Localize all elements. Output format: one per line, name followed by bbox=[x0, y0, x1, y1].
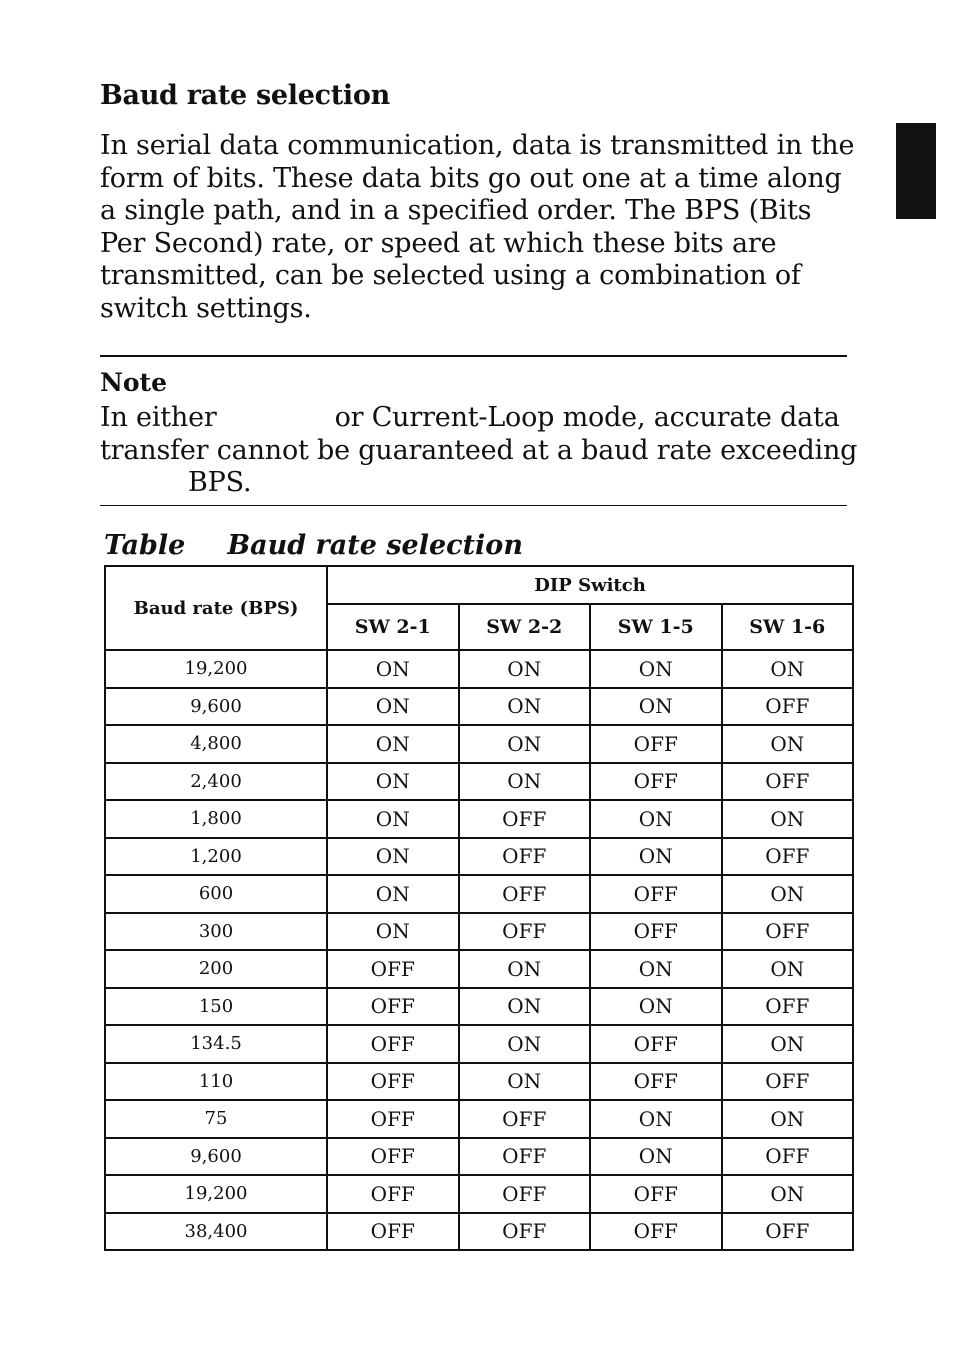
column-header-sw1-6: SW 1-6 bbox=[722, 604, 854, 650]
baud-rate-cell: 300 bbox=[105, 913, 327, 951]
baud-rate-cell: 600 bbox=[105, 875, 327, 913]
sw1-6-cell: OFF bbox=[722, 688, 854, 726]
table-row bbox=[105, 1025, 853, 1063]
sw1-6-cell: ON bbox=[722, 950, 854, 988]
sw1-6-cell: OFF bbox=[722, 763, 854, 801]
sw2-1-cell: ON bbox=[327, 838, 459, 876]
baud-rate-cell: 1,800 bbox=[105, 800, 327, 838]
baud-rate-cell: 38,400 bbox=[105, 1213, 327, 1251]
column-group-header-dip-switch: DIP Switch bbox=[327, 566, 853, 604]
sw1-6-cell: OFF bbox=[722, 1138, 854, 1176]
column-header-sw1-5: SW 1-5 bbox=[590, 604, 722, 650]
baud-rate-cell: 134.5 bbox=[105, 1025, 327, 1063]
sw2-1-cell: OFF bbox=[327, 1213, 459, 1251]
sw1-6-cell: ON bbox=[722, 875, 854, 913]
sw2-2-cell: OFF bbox=[459, 913, 591, 951]
sw1-6-cell: ON bbox=[722, 725, 854, 763]
note-bottom-rule bbox=[100, 505, 847, 506]
sw1-5-cell: OFF bbox=[590, 725, 722, 763]
sw1-5-cell: ON bbox=[590, 1138, 722, 1176]
table-caption-label: Table bbox=[104, 530, 186, 561]
table-row bbox=[105, 1213, 853, 1251]
section-heading: Baud rate selection bbox=[100, 80, 390, 111]
table-row bbox=[105, 913, 853, 951]
column-header-sw2-2: SW 2-2 bbox=[459, 604, 591, 650]
sw1-6-cell: ON bbox=[722, 1025, 854, 1063]
table-caption bbox=[104, 530, 523, 561]
sw2-1-cell: ON bbox=[327, 800, 459, 838]
sw2-1-cell: OFF bbox=[327, 1100, 459, 1138]
sw1-6-cell: ON bbox=[722, 1100, 854, 1138]
baud-rate-cell: 9,600 bbox=[105, 688, 327, 726]
baud-rate-cell: 150 bbox=[105, 988, 327, 1026]
sw2-2-cell: ON bbox=[459, 763, 591, 801]
sw2-1-cell: ON bbox=[327, 875, 459, 913]
baud-rate-cell: 200 bbox=[105, 950, 327, 988]
baud-rate-cell: 19,200 bbox=[105, 650, 327, 688]
sw1-6-cell: ON bbox=[722, 650, 854, 688]
sw2-2-cell: ON bbox=[459, 1063, 591, 1101]
sw1-5-cell: ON bbox=[590, 650, 722, 688]
sw1-6-cell: ON bbox=[722, 1175, 854, 1213]
table-body bbox=[105, 650, 853, 1250]
baud-rate-cell: 75 bbox=[105, 1100, 327, 1138]
table-row bbox=[105, 1063, 853, 1101]
sw2-2-cell: OFF bbox=[459, 1213, 591, 1251]
table-caption-title: Baud rate selection bbox=[227, 530, 523, 561]
sw2-2-cell: OFF bbox=[459, 1100, 591, 1138]
table-row bbox=[105, 1100, 853, 1138]
sw1-5-cell: OFF bbox=[590, 913, 722, 951]
sw2-1-cell: OFF bbox=[327, 1063, 459, 1101]
sw2-1-cell: OFF bbox=[327, 988, 459, 1026]
sw1-6-cell: OFF bbox=[722, 1063, 854, 1101]
sw1-6-cell: OFF bbox=[722, 988, 854, 1026]
note-text-part3: BPS. bbox=[188, 467, 252, 498]
sw2-2-cell: ON bbox=[459, 1025, 591, 1063]
sw1-5-cell: OFF bbox=[590, 1025, 722, 1063]
baud-rate-table-wrapper bbox=[104, 565, 852, 1251]
sw2-2-cell: ON bbox=[459, 950, 591, 988]
table-row bbox=[105, 988, 853, 1026]
sw1-5-cell: ON bbox=[590, 800, 722, 838]
baud-rate-cell: 2,400 bbox=[105, 763, 327, 801]
sw2-1-cell: OFF bbox=[327, 1025, 459, 1063]
sw1-5-cell: ON bbox=[590, 988, 722, 1026]
sw1-5-cell: ON bbox=[590, 838, 722, 876]
sw1-6-cell: OFF bbox=[722, 838, 854, 876]
table-row bbox=[105, 838, 853, 876]
baud-rate-cell: 110 bbox=[105, 1063, 327, 1101]
baud-rate-cell: 4,800 bbox=[105, 725, 327, 763]
sw1-5-cell: ON bbox=[590, 950, 722, 988]
baud-rate-cell: 1,200 bbox=[105, 838, 327, 876]
sw2-2-cell: OFF bbox=[459, 800, 591, 838]
note-text-part2: or Current-Loop mode, accurate data transfer cannot be guaranteed at a baud rate exceeding bbox=[100, 402, 858, 466]
table-row bbox=[105, 725, 853, 763]
table-row bbox=[105, 650, 853, 688]
sw1-6-cell: ON bbox=[722, 800, 854, 838]
column-header-baud-rate: Baud rate (BPS) bbox=[105, 566, 327, 650]
sw2-2-cell: ON bbox=[459, 650, 591, 688]
sw2-2-cell: OFF bbox=[459, 875, 591, 913]
table-row bbox=[105, 800, 853, 838]
baud-rate-cell: 9,600 bbox=[105, 1138, 327, 1176]
intro-paragraph: In serial data communication, data is transmitted in the form of bits. These data bits go out one at a time along a single path, and in a specified order. The BPS (Bits Per Second) rate, or speed at which these bits are transmitted, can be selected using a combination of switch settings. bbox=[100, 130, 855, 324]
sw2-1-cell: OFF bbox=[327, 1175, 459, 1213]
column-header-sw2-1: SW 2-1 bbox=[327, 604, 459, 650]
note-top-rule bbox=[100, 355, 847, 357]
sw2-1-cell: ON bbox=[327, 650, 459, 688]
sw2-1-cell: ON bbox=[327, 725, 459, 763]
section-tab-marker bbox=[896, 123, 936, 219]
sw2-1-cell: ON bbox=[327, 763, 459, 801]
sw1-5-cell: OFF bbox=[590, 1213, 722, 1251]
sw2-1-cell: OFF bbox=[327, 1138, 459, 1176]
table-row bbox=[105, 1138, 853, 1176]
sw2-1-cell: ON bbox=[327, 913, 459, 951]
sw2-1-cell: ON bbox=[327, 688, 459, 726]
baud-rate-table bbox=[104, 565, 854, 1251]
note-text bbox=[100, 402, 860, 500]
sw2-2-cell: ON bbox=[459, 988, 591, 1026]
table-row bbox=[105, 688, 853, 726]
sw2-2-cell: ON bbox=[459, 688, 591, 726]
sw1-6-cell: OFF bbox=[722, 913, 854, 951]
sw2-2-cell: OFF bbox=[459, 1175, 591, 1213]
sw1-5-cell: OFF bbox=[590, 763, 722, 801]
sw1-5-cell: OFF bbox=[590, 875, 722, 913]
table-row bbox=[105, 1175, 853, 1213]
sw1-5-cell: OFF bbox=[590, 1175, 722, 1213]
sw1-5-cell: OFF bbox=[590, 1063, 722, 1101]
sw2-2-cell: OFF bbox=[459, 838, 591, 876]
sw1-5-cell: ON bbox=[590, 688, 722, 726]
sw2-2-cell: ON bbox=[459, 725, 591, 763]
table-row bbox=[105, 950, 853, 988]
baud-rate-cell: 19,200 bbox=[105, 1175, 327, 1213]
note-title: Note bbox=[100, 368, 167, 397]
sw2-1-cell: OFF bbox=[327, 950, 459, 988]
table-row bbox=[105, 875, 853, 913]
note-text-part1: In either bbox=[100, 402, 217, 433]
sw1-5-cell: ON bbox=[590, 1100, 722, 1138]
sw1-6-cell: OFF bbox=[722, 1213, 854, 1251]
table-row bbox=[105, 763, 853, 801]
sw2-2-cell: OFF bbox=[459, 1138, 591, 1176]
